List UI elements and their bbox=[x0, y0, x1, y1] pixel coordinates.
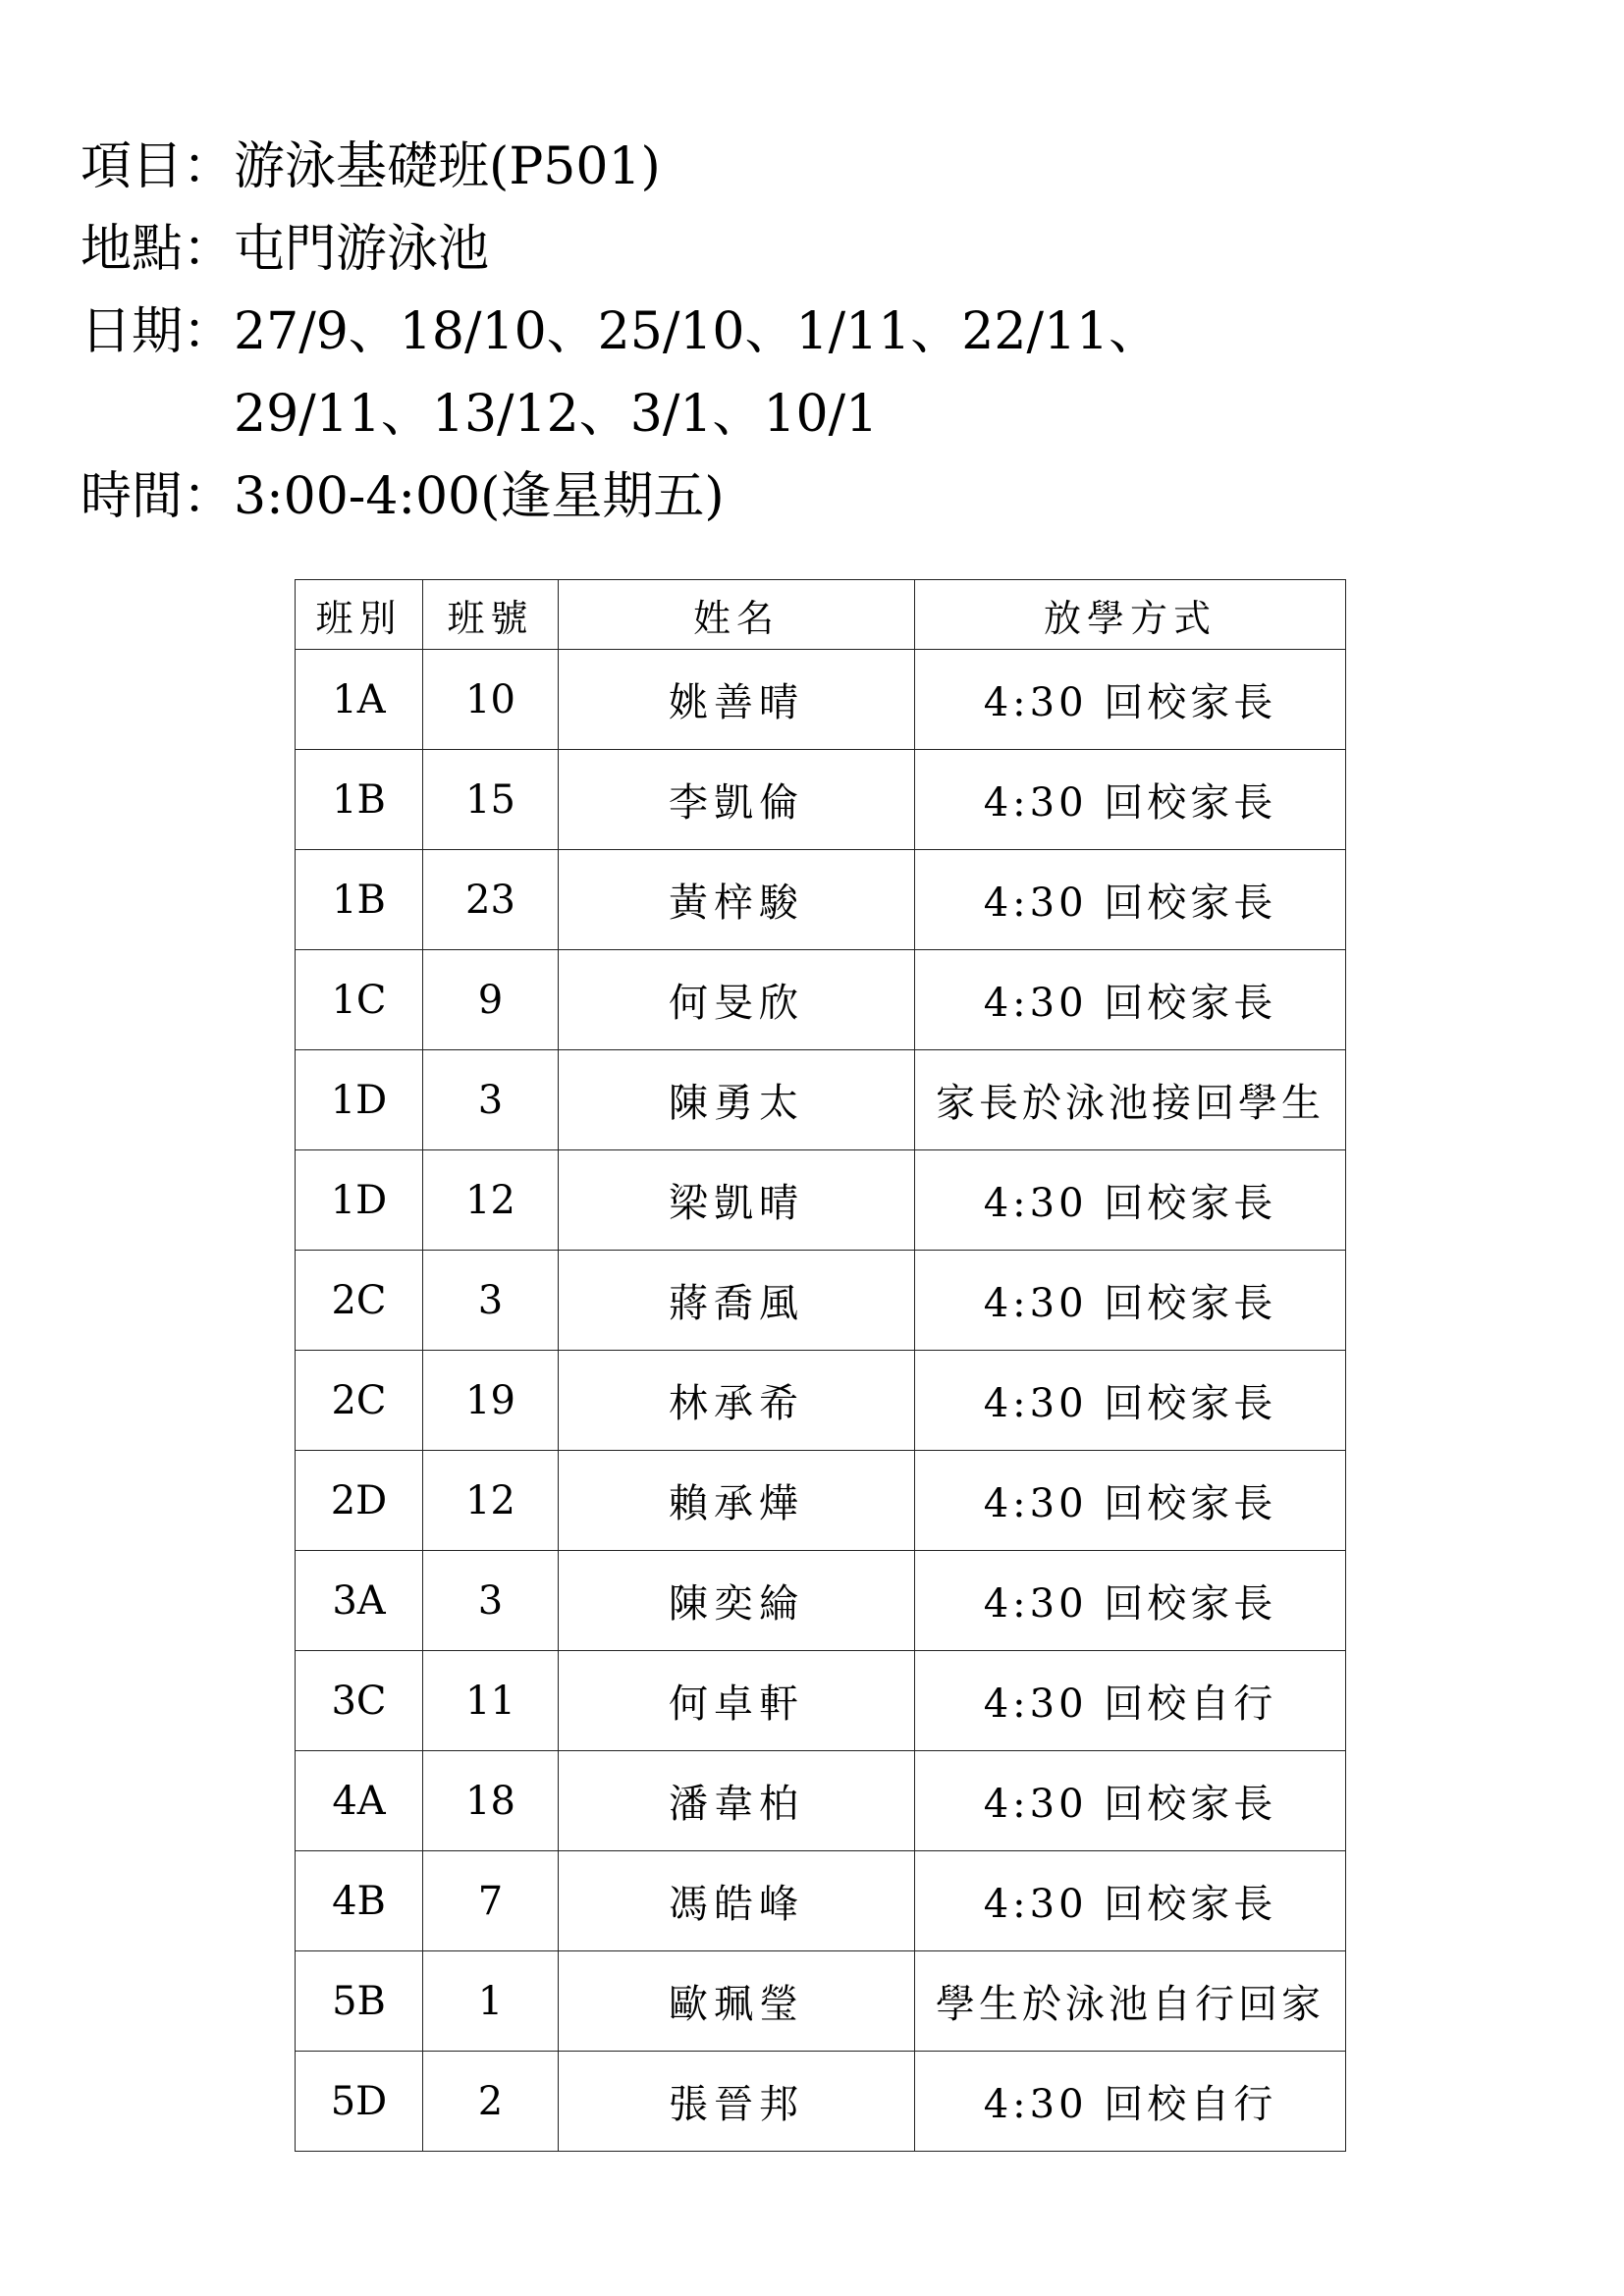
cell-number: 3 bbox=[423, 1551, 559, 1651]
cell-dismissal: 4:30 回校家長 bbox=[915, 1551, 1346, 1651]
cell-class: 1D bbox=[296, 1150, 423, 1251]
table-row bbox=[296, 1551, 1346, 1651]
venue-label: 地點 bbox=[81, 220, 184, 279]
cell-class: 1A bbox=[296, 650, 423, 750]
cell-dismissal: 4:30 回校家長 bbox=[915, 650, 1346, 750]
cell-number: 19 bbox=[423, 1351, 559, 1451]
cell-number: 11 bbox=[423, 1651, 559, 1751]
cell-name: 馮皓峰 bbox=[559, 1851, 915, 1951]
table-row bbox=[296, 750, 1346, 850]
table-row bbox=[296, 1251, 1346, 1351]
table-row bbox=[296, 1851, 1346, 1951]
cell-name: 潘韋柏 bbox=[559, 1751, 915, 1851]
table-row bbox=[296, 1150, 1346, 1251]
cell-name: 黃梓駿 bbox=[559, 850, 915, 950]
item-separator: ： bbox=[183, 137, 235, 196]
cell-name: 何旻欣 bbox=[559, 950, 915, 1050]
cell-class: 3C bbox=[296, 1651, 423, 1751]
table-row bbox=[296, 650, 1346, 750]
cell-number: 3 bbox=[423, 1251, 559, 1351]
cell-number: 2 bbox=[423, 2052, 559, 2152]
cell-dismissal: 4:30 回校家長 bbox=[915, 1751, 1346, 1851]
cell-dismissal: 4:30 回校自行 bbox=[915, 1651, 1346, 1751]
student-roster-table bbox=[295, 579, 1346, 2152]
cell-name: 何卓軒 bbox=[559, 1651, 915, 1751]
table-row bbox=[296, 1451, 1346, 1551]
cell-name: 李凱倫 bbox=[559, 750, 915, 850]
table-row bbox=[296, 1651, 1346, 1751]
time-value: 3:00-4:00(逢星期五) bbox=[234, 467, 725, 526]
cell-class: 1D bbox=[296, 1050, 423, 1150]
cell-dismissal: 4:30 回校家長 bbox=[915, 1451, 1346, 1551]
cell-name: 陳勇太 bbox=[559, 1050, 915, 1150]
table-row bbox=[296, 1050, 1346, 1150]
cell-class: 3A bbox=[296, 1551, 423, 1651]
cell-dismissal: 4:30 回校家長 bbox=[915, 950, 1346, 1050]
date-values-line-2: 29/11、13/12、3/1、10/1 bbox=[234, 385, 879, 444]
cell-class: 2C bbox=[296, 1351, 423, 1451]
time-line bbox=[81, 455, 1160, 538]
time-label: 時間 bbox=[81, 467, 184, 526]
cell-name: 張晉邦 bbox=[559, 2052, 915, 2152]
cell-number: 12 bbox=[423, 1451, 559, 1551]
cell-number: 7 bbox=[423, 1851, 559, 1951]
course-info bbox=[81, 126, 1160, 538]
cell-class: 1C bbox=[296, 950, 423, 1050]
table-row bbox=[296, 2052, 1346, 2152]
cell-dismissal: 4:30 回校家長 bbox=[915, 750, 1346, 850]
cell-dismissal: 4:30 回校家長 bbox=[915, 1351, 1346, 1451]
cell-name: 歐珮瑩 bbox=[559, 1951, 915, 2052]
cell-class: 4B bbox=[296, 1851, 423, 1951]
date-values bbox=[234, 291, 1160, 455]
cell-class: 2C bbox=[296, 1251, 423, 1351]
item-label: 項目 bbox=[81, 137, 184, 196]
cell-number: 3 bbox=[423, 1050, 559, 1150]
table-header-row bbox=[296, 580, 1346, 650]
cell-class: 5D bbox=[296, 2052, 423, 2152]
venue-line bbox=[81, 208, 1160, 291]
cell-number: 18 bbox=[423, 1751, 559, 1851]
table-row bbox=[296, 1951, 1346, 2052]
cell-class: 5B bbox=[296, 1951, 423, 2052]
cell-class: 2D bbox=[296, 1451, 423, 1551]
venue-separator: ： bbox=[183, 220, 235, 279]
cell-dismissal: 4:30 回校自行 bbox=[915, 2052, 1346, 2152]
date-label: 日期 bbox=[81, 302, 184, 361]
date-separator: ： bbox=[183, 302, 235, 361]
cell-name: 梁凱晴 bbox=[559, 1150, 915, 1251]
table-row bbox=[296, 1351, 1346, 1451]
cell-number: 15 bbox=[423, 750, 559, 850]
venue-value: 屯門游泳池 bbox=[234, 220, 490, 279]
cell-class: 4A bbox=[296, 1751, 423, 1851]
cell-number: 1 bbox=[423, 1951, 559, 2052]
cell-name: 林承希 bbox=[559, 1351, 915, 1451]
table-row bbox=[296, 850, 1346, 950]
cell-name: 賴承燁 bbox=[559, 1451, 915, 1551]
cell-dismissal: 4:30 回校家長 bbox=[915, 850, 1346, 950]
date-values-line-1: 27/9、18/10、25/10、1/11、22/11、 bbox=[234, 302, 1161, 361]
cell-class: 1B bbox=[296, 850, 423, 950]
cell-dismissal: 4:30 回校家長 bbox=[915, 1251, 1346, 1351]
header-number: 班號 bbox=[423, 580, 559, 650]
cell-name: 姚善晴 bbox=[559, 650, 915, 750]
header-class: 班別 bbox=[296, 580, 423, 650]
cell-class: 1B bbox=[296, 750, 423, 850]
cell-number: 9 bbox=[423, 950, 559, 1050]
cell-dismissal: 4:30 回校家長 bbox=[915, 1150, 1346, 1251]
table-row bbox=[296, 950, 1346, 1050]
time-separator: ： bbox=[183, 467, 235, 526]
date-line bbox=[81, 291, 1160, 455]
header-name: 姓名 bbox=[559, 580, 915, 650]
cell-number: 10 bbox=[423, 650, 559, 750]
cell-number: 12 bbox=[423, 1150, 559, 1251]
cell-number: 23 bbox=[423, 850, 559, 950]
cell-dismissal: 4:30 回校家長 bbox=[915, 1851, 1346, 1951]
cell-name: 陳奕綸 bbox=[559, 1551, 915, 1651]
table-row bbox=[296, 1751, 1346, 1851]
cell-dismissal: 學生於泳池自行回家 bbox=[915, 1951, 1346, 2052]
item-line bbox=[81, 126, 1160, 208]
header-dismissal: 放學方式 bbox=[915, 580, 1346, 650]
item-value: 游泳基礎班(P501) bbox=[234, 137, 661, 196]
cell-name: 蔣喬風 bbox=[559, 1251, 915, 1351]
cell-dismissal: 家長於泳池接回學生 bbox=[915, 1050, 1346, 1150]
